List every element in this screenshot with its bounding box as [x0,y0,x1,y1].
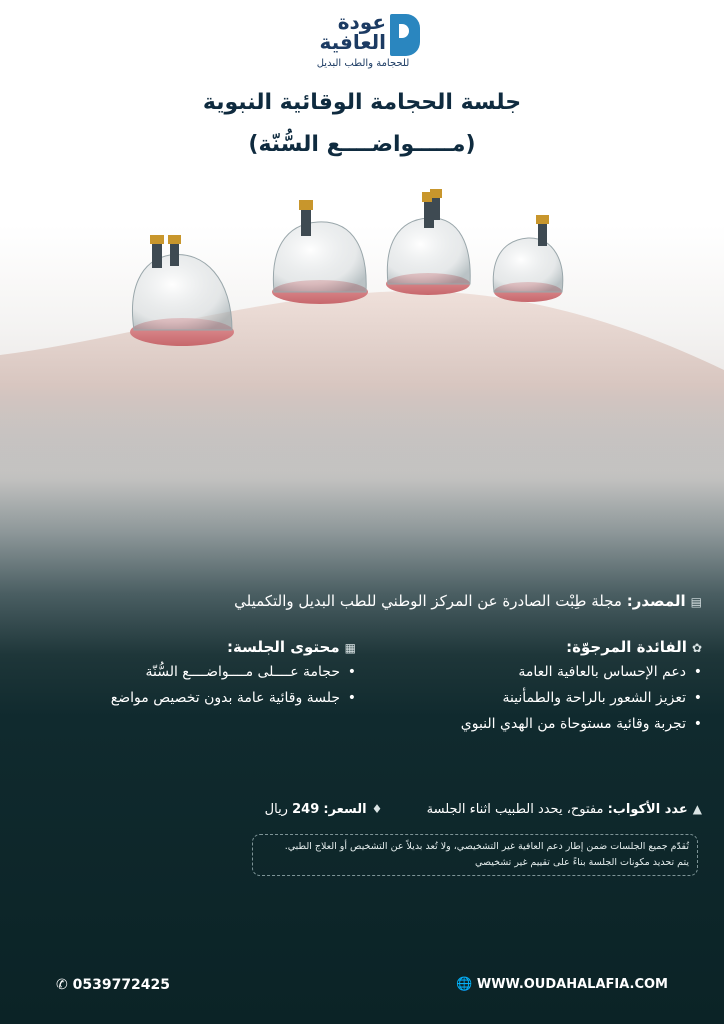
price-tag-icon: ♦ [371,802,383,816]
document-icon: ▤ [690,595,702,609]
brand-logo [300,12,424,74]
cups-label: عدد الأكواب: [607,802,688,817]
list-item: • حجامة عــــلى مــــواضــــع السُّنّة [56,664,356,680]
clipboard-icon: ▦ [344,641,356,655]
globe-icon: 🌐 [456,977,473,992]
brand-name [319,12,386,52]
website-link[interactable] [456,977,668,992]
list-item: • جلسة وقائية عامة بدون تخصيص مواضع [56,690,356,706]
benefits-heading: الفائدة المرجوّة: [566,638,687,656]
source-line [22,592,702,610]
page-subtitle: (مـــــواضــــع السُّنّة) [248,132,476,157]
phone-number[interactable] [56,977,170,993]
session-content-heading: محتوى الجلسة: [226,638,340,656]
cups-value: مفتوح، يحدد الطبيب اثناء الجلسة [426,802,604,817]
cupping-photo [0,180,724,480]
brand-name-line2: العافية [319,30,386,54]
disclaimer-line1: تُقدّم جميع الجلسات ضمن إطار دعم العافية غير التشخيصي، ولا تُعد بديلاً عن التشخيص أو العلاج الطبي. [284,841,689,852]
list-item: • دعم الإحساس بالعافية العامة [382,664,702,680]
disclaimer-box [252,834,698,876]
source-text: مجلة طِبْت الصادرة عن المركز الوطني للطب البديل والتكميلي [234,592,622,610]
session-content-section [56,638,356,716]
page-title: جلسة الحجامة الوقائية النبوية [202,90,522,115]
brand-name-line1: عودة [337,10,386,34]
benefits-section [382,638,702,742]
website-text: WWW.OUDAHALAFIA.COM [476,977,668,992]
disclaimer-line2: يتم تحديد مكونات الجلسة بناءً على تقييم غير تشخيصي [475,857,689,868]
logo-mark-icon [390,14,420,56]
source-label: المصدر: [626,592,686,610]
list-item: • تعزيز الشعور بالراحة والطمأنينة [382,690,702,706]
cups-icon: ▲ [692,802,702,816]
price-currency: ريال [264,802,288,817]
price-value: 249 [292,802,320,817]
price-label: السعر: [323,802,367,817]
session-details [22,802,702,817]
brand-tagline: للحجامة والطب البديل [316,58,410,69]
list-item: • تجربة وقائية مستوحاة من الهدي النبوي [382,716,702,732]
brain-icon: ✿ [691,641,702,655]
phone-icon: ✆ [56,977,68,993]
phone-text: 0539772425 [72,977,171,993]
